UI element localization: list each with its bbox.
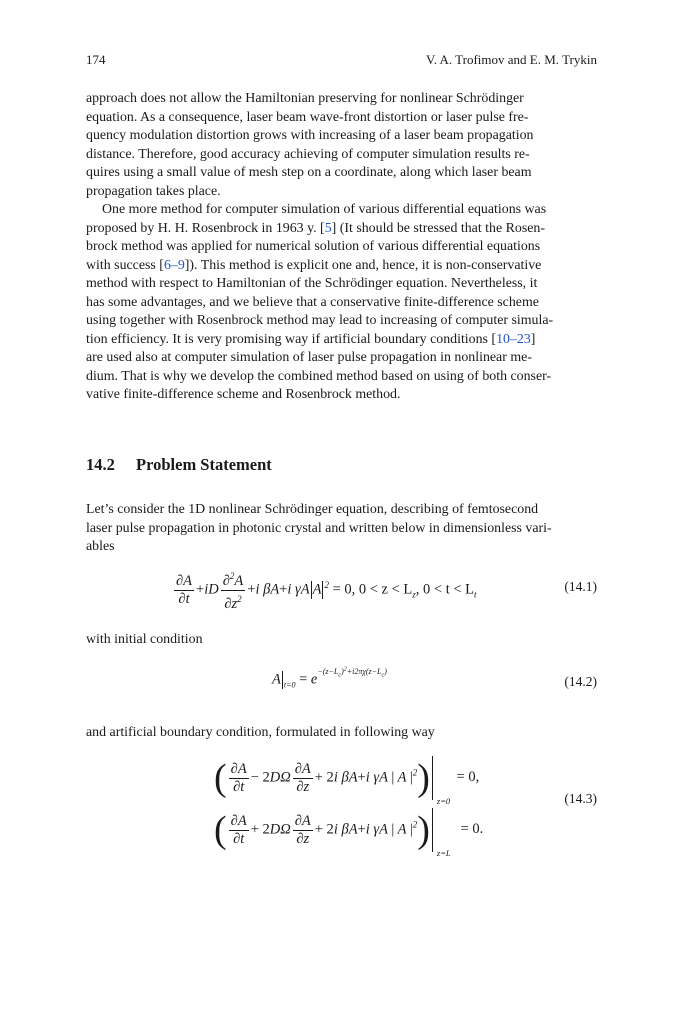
section-number: 14.2 [86,455,115,474]
text-line: propagation takes place. [86,183,221,199]
running-head-authors: V. A. Trofimov and E. M. Trykin [426,52,597,67]
text-line: approach does not allow the Hamiltonian preserving for nonlinear Schrödinger [86,91,524,106]
page-number: 174 [86,52,106,67]
section-title: Problem Statement [136,455,272,474]
text-line: are used also at computer simulation of laser pulse propagation in nonlinear me- [86,350,532,365]
text-between-1: with initial condition [86,632,203,647]
text-line: proposed by H. H. Rosenbrock in 1963 y. [5] (It should be stressed that the Rosen- [86,220,545,236]
paragraph-1 [86,90,598,201]
text-line: quires using a small value of mesh step on a coordinate, along which laser beam [86,165,532,180]
paragraph-2 [86,201,598,405]
text-line: Let’s consider the 1D nonlinear Schrödinger equation, describing of femtosecond [86,502,539,517]
citation-link[interactable]: 5 [324,220,332,236]
text-line: dium. That is why we develop the combined method based on using of both conser- [86,368,552,384]
equation-14-1: $\frac{\partial A}{\partial t}$ +iD $\frac{\partial^2A}{\partial z^2}$ +i βA+i γA A $^2$ = 0, $0 < z < L_z$, $0 < t < L_t$ [172,568,477,613]
equation-14-3-line-2: ( $\frac{\partial A}{\partial t}$ + 2DΩ $\frac{\partial A}{\partial z}$ + 2i βA+i γA | A $|^2$) z=L = 0. [214,809,484,858]
text-line: vative finite-difference scheme and Rosenbrock method. [86,387,401,402]
text-line: brock method was applied for numerical solution of various differential equations [86,239,541,254]
citation-link[interactable]: 10–23 [496,331,531,347]
section-heading [86,455,272,475]
equation-14-2: A $_{t=0} = e^{-(z-L_c)^2+i2\pi\chi(z-L_c)}$ [272,666,387,690]
text-line: equation. As a consequence, laser beam wave-front distortion or laser pulse fre- [86,109,529,125]
text-line: distance. Therefore, good accuracy achieving of computer simulation results re- [86,146,530,162]
text-line: ables [86,539,115,554]
text-line: quency modulation distortion grows with increasing of a laser beam propagation [86,128,534,143]
text-line: with success [6–9]). This method is explicit one and, hence, it is non-conservative [86,257,542,273]
equation-number: (14.2) [564,674,597,689]
equation-number: (14.1) [564,579,597,594]
paragraph-3 [86,501,598,557]
citation-link[interactable]: 6–9 [163,257,185,273]
text-line: tion efficiency. It is very promising way if artificial boundary conditions [10–23] [86,331,536,347]
text-line: laser pulse propagation in photonic crystal and written below in dimensionless vari- [86,520,552,536]
text-line: has some advantages, and we believe that a conservative finite-difference scheme [86,294,539,310]
text-between-2: and artificial boundary condition, formulated in following way [86,725,435,740]
text-line: One more method for computer simulation of various differential equations was [102,202,547,217]
text-line: method with respect to Hamiltonian of the Schrödinger equation. Nevertheless, it [86,276,538,291]
equation-14-3-line-1: ( $\frac{\partial A}{\partial t}$ − 2DΩ $\frac{\partial A}{\partial z}$ + 2i βA+i γA | A $|^2$) z=0 = 0, [214,757,480,806]
text-line: using together with Rosenbrock method may lead to increasing of computer simula- [86,313,554,328]
equation-number: (14.3) [564,791,597,806]
